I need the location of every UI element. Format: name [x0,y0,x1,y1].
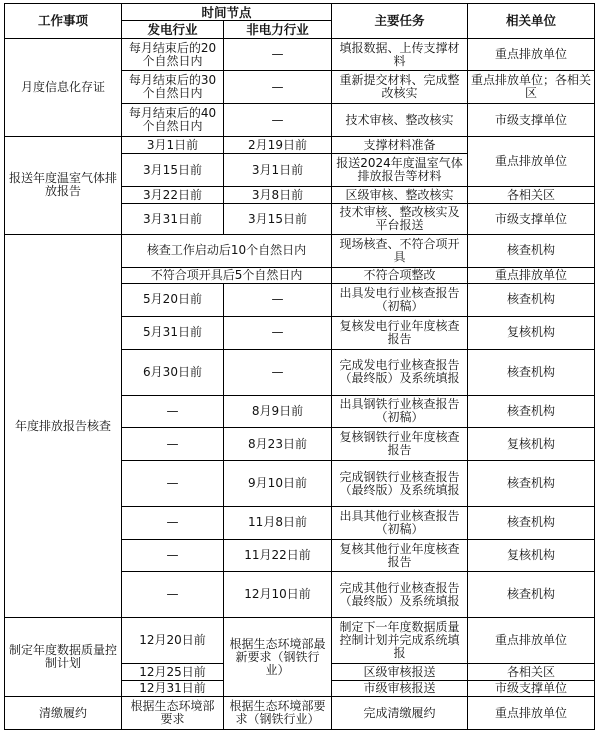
power-cell: — [122,461,224,507]
nonpower-cell: 8月23日前 [224,428,332,461]
nonpower-cell: — [224,71,332,104]
schedule-table [4,3,595,730]
task-cell: 区级审核报送 [332,664,468,680]
power-cell: — [122,572,224,618]
unit-cell: 核查机构 [468,349,595,395]
task-cell: 复核发电行业年度核查报告 [332,316,468,349]
nonpower-cell: 11月8日前 [224,507,332,540]
task-cell: 重新提交材料、完成整改核实 [332,71,468,104]
header-nonpower: 非电力行业 [224,21,332,38]
section-title-verify: 年度排放报告核查 [5,235,122,618]
power-cell: 12月20日前 [122,618,224,664]
header-row [5,4,595,21]
section-title-clear: 清缴履约 [5,697,122,730]
table-row [5,235,595,268]
unit-cell: 重点排放单位 [468,697,595,730]
power-cell: — [122,539,224,572]
nonpower-cell: 2月19日前 [224,136,332,153]
task-cell: 出具其他行业核查报告（初稿） [332,507,468,540]
nonpower-cell: 8月9日前 [224,395,332,428]
task-cell: 复核其他行业年度核查报告 [332,539,468,572]
task-cell: 完成清缴履约 [332,697,468,730]
unit-cell: 核查机构 [468,461,595,507]
task-cell: 报送2024年度温室气体排放报告等材料 [332,154,468,187]
time-span-cell: 核查工作启动后10个自然日内 [122,235,332,268]
table-row [5,618,595,664]
task-cell: 出具钢铁行业核查报告（初稿） [332,395,468,428]
unit-cell: 核查机构 [468,507,595,540]
nonpower-cell: 11月22日前 [224,539,332,572]
nonpower-cell: — [224,349,332,395]
power-cell: 3月22日前 [122,187,224,204]
power-cell: 每月结束后的30个自然日内 [122,71,224,104]
header-power: 发电行业 [122,21,224,38]
task-cell: 市级审核报送 [332,680,468,696]
power-cell: — [122,428,224,461]
nonpower-cell: 3月15日前 [224,204,332,235]
nonpower-cell: — [224,38,332,71]
task-cell: 技术审核、整改核实 [332,104,468,137]
section-title-report: 报送年度温室气体排放报告 [5,136,122,234]
unit-cell: 各相关区 [468,664,595,680]
task-cell: 出具发电行业核查报告（初稿） [332,284,468,317]
task-cell: 完成其他行业核查报告（最终版）及系统填报 [332,572,468,618]
nonpower-cell: — [224,284,332,317]
power-cell: 12月31日前 [122,680,224,696]
nonpower-cell: — [224,104,332,137]
nonpower-cell: 3月1日前 [224,154,332,187]
task-cell: 完成发电行业核查报告（最终版）及系统填报 [332,349,468,395]
unit-cell: 市级支撑单位 [468,680,595,696]
unit-cell: 复核机构 [468,539,595,572]
task-cell: 技术审核、整改核实及平台报送 [332,204,468,235]
unit-cell: 重点排放单位；各相关区 [468,71,595,104]
nonpower-cell: 根据生态环境部最新要求（钢铁行业） [224,618,332,697]
unit-cell: 重点排放单位 [468,136,595,186]
nonpower-cell: 根据生态环境部要求（钢铁行业） [224,697,332,730]
nonpower-cell: 3月8日前 [224,187,332,204]
task-cell: 支撑材料准备 [332,136,468,153]
power-cell: 根据生态环境部要求 [122,697,224,730]
unit-cell: 重点排放单位 [468,618,595,664]
nonpower-cell: 9月10日前 [224,461,332,507]
nonpower-cell: — [224,316,332,349]
time-span-cell: 不符合项开具后5个自然日内 [122,267,332,283]
power-cell: 12月25日前 [122,664,224,680]
power-cell: 3月15日前 [122,154,224,187]
task-cell: 区级审核、整改核实 [332,187,468,204]
header-unit: 相关单位 [468,4,595,39]
task-cell: 现场核查、不符合项开具 [332,235,468,268]
unit-cell: 核查机构 [468,284,595,317]
unit-cell: 复核机构 [468,428,595,461]
header-task: 主要任务 [332,4,468,39]
power-cell: 5月31日前 [122,316,224,349]
unit-cell: 重点排放单位 [468,38,595,71]
header-time: 时间节点 [122,4,332,21]
power-cell: 6月30日前 [122,349,224,395]
table-row [5,697,595,730]
task-cell: 完成钢铁行业核查报告（最终版）及系统填报 [332,461,468,507]
power-cell: 每月结束后的20个自然日内 [122,38,224,71]
power-cell: 3月31日前 [122,204,224,235]
power-cell: — [122,395,224,428]
nonpower-cell: 12月10日前 [224,572,332,618]
unit-cell: 各相关区 [468,187,595,204]
power-cell: 5月20日前 [122,284,224,317]
unit-cell: 市级支撑单位 [468,204,595,235]
power-cell: — [122,507,224,540]
task-cell: 不符合项整改 [332,267,468,283]
unit-cell: 复核机构 [468,316,595,349]
table-row [5,136,595,153]
section-title-monthly: 月度信息化存证 [5,38,122,136]
unit-cell: 核查机构 [468,395,595,428]
unit-cell: 重点排放单位 [468,267,595,283]
power-cell: 每月结束后的40个自然日内 [122,104,224,137]
section-title-plan: 制定年度数据质量控制计划 [5,618,122,697]
unit-cell: 市级支撑单位 [468,104,595,137]
task-cell: 复核钢铁行业年度核查报告 [332,428,468,461]
header-item: 工作事项 [5,4,122,39]
task-cell: 制定下一年度数据质量控制计划并完成系统填报 [332,618,468,664]
power-cell: 3月1日前 [122,136,224,153]
task-cell: 填报数据、上传支撑材料 [332,38,468,71]
unit-cell: 核查机构 [468,235,595,268]
unit-cell: 核查机构 [468,572,595,618]
table-row [5,38,595,71]
